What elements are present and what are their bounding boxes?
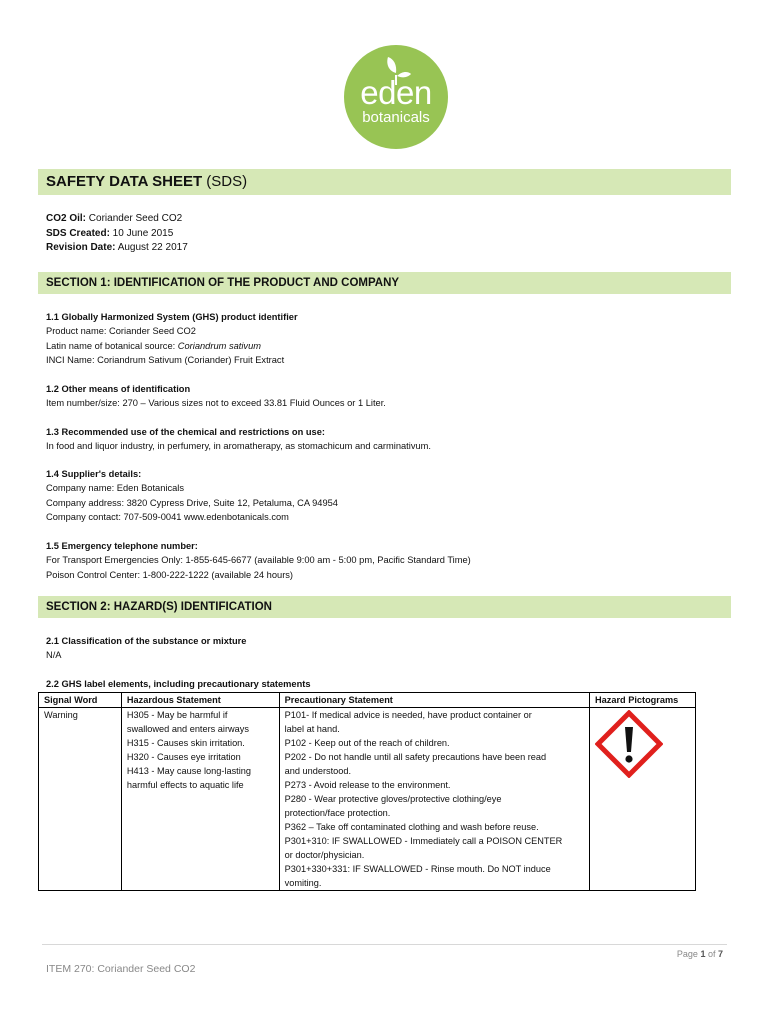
transport-emergency: For Transport Emergencies Only: 1-855-645-6677 (available 9:00 am - 5:00 pm, Pacific Standard Time): [46, 555, 471, 566]
subsection-heading: 2.2 GHS label elements, including precautionary statements: [46, 679, 311, 689]
eden-botanicals-logo: [344, 45, 448, 149]
subsection-heading: 2.1 Classification of the substance or mixture: [46, 636, 247, 646]
logo-wordmark-eden: eden: [360, 74, 432, 111]
footer-rule: [42, 944, 727, 945]
company-name: Company name: Eden Botanicals: [46, 483, 184, 494]
document-meta: [46, 212, 188, 256]
hazard-statement-cell: H305 - May be harmful if swallowed and enters airways H315 - Causes skin irritation. H320 - Causes eye irritation H413 - May cause long-lasting harmful effects to aquatic life: [121, 708, 279, 891]
section-1-1: [46, 310, 298, 367]
column-header: Signal Word: [39, 693, 122, 708]
table-row: [39, 708, 696, 891]
logo-wordmark-botanicals: botanicals: [362, 109, 430, 126]
latin-name: Latin name of botanical source: Coriandrum sativum: [46, 340, 261, 351]
subsection-heading: 1.2 Other means of identification: [46, 384, 191, 394]
section-1-3: [46, 425, 431, 454]
page-number: Page 1 of 7: [676, 949, 723, 959]
meta-revision-date: Revision Date: August 22 2017: [46, 242, 188, 253]
subsection-heading: 1.3 Recommended use of the chemical and restrictions on use:: [46, 427, 325, 437]
classification-value: N/A: [46, 650, 62, 661]
precautionary-statement-cell: P101- If medical advice is needed, have product container or label at hand. P102 - Keep out of the reach of children. P202 - Do not handle until all safety precautions have been read and understood. P273 - Avoid release to the environment. P280 - Wear protective gloves/protective clothing/eye protection/face protection. P362 – Take off contaminated clothing and wash before reuse. P301+310: IF SWALLOWED - Immediately call a POISON CENTER or doctor/physician. P301+330+331: IF SWALLOWED - Rinse mouth. Do NOT induce vomiting.: [279, 708, 589, 891]
column-header: Hazardous Statement: [121, 693, 279, 708]
document-title: [38, 169, 731, 195]
company-contact: Company contact: 707-509-0041 www.edenbotanicals.com: [46, 511, 289, 522]
meta-sds-created: SDS Created: 10 June 2015: [46, 227, 174, 239]
table-header-row: [39, 693, 696, 708]
title-bold: SAFETY DATA SHEET: [46, 173, 203, 190]
exclamation-mark-icon: [595, 710, 663, 778]
recommended-use: In food and liquor industry, in perfumery, in aromatherapy, as stomachicum and carminativum.: [46, 441, 431, 452]
section2-heading: SECTION 2: HAZARD(S) IDENTIFICATION: [38, 596, 731, 618]
column-header: Precautionary Statement: [279, 693, 589, 708]
inci-name: INCI Name: Coriandrum Sativum (Coriander) Fruit Extract: [46, 354, 285, 365]
subsection-heading: 1.5 Emergency telephone number:: [46, 541, 198, 551]
meta-co2-oil: CO2 Oil: Coriander Seed CO2: [46, 213, 183, 224]
section-1-5: [46, 539, 471, 582]
column-header: Hazard Pictograms: [590, 693, 696, 708]
poison-control: Poison Control Center: 1-800-222-1222 (available 24 hours): [46, 569, 294, 580]
section1-heading: SECTION 1: IDENTIFICATION OF THE PRODUCT AND COMPANY: [38, 272, 731, 294]
signal-word-cell: Warning: [39, 708, 122, 891]
product-name: Product name: Coriander Seed CO2: [46, 326, 196, 337]
footer-item-label: ITEM 270: Coriander Seed CO2: [46, 963, 196, 975]
ghs-label-table: [38, 692, 696, 891]
subsection-heading: 1.4 Supplier's details:: [46, 469, 142, 479]
company-address: Company address: 3820 Cypress Drive, Suite 12, Petaluma, CA 94954: [46, 497, 338, 508]
section-2-2: [46, 677, 311, 691]
section-1-4: [46, 467, 338, 524]
hazard-pictogram-cell: [590, 708, 696, 891]
title-light: (SDS): [206, 173, 248, 190]
subsection-heading: 1.1 Globally Harmonized System (GHS) product identifier: [46, 312, 298, 322]
section-2-1: [46, 634, 246, 663]
section-1-2: [46, 382, 386, 411]
item-number: Item number/size: 270 – Various sizes not to exceed 33.81 Fluid Ounces or 1 Liter.: [46, 398, 386, 409]
